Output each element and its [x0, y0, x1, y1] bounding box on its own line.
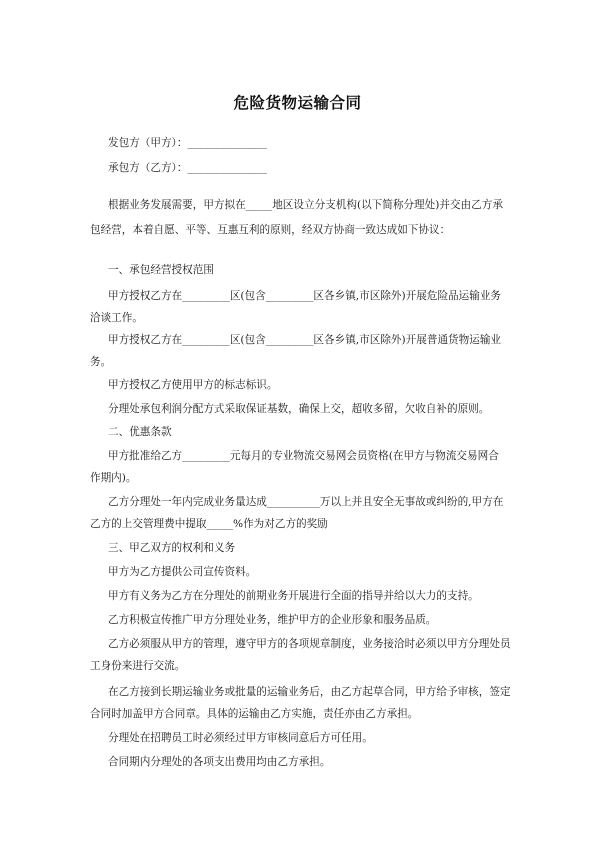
intro-line-1: 根据业务发展需要，甲方拟在_____地区设立分支机构(以下简称分理处)并交由乙方承: [108, 199, 503, 211]
intro-line-2: 包经营，本着自愿、平等、互惠互利的原则，经双方协商一致达成如下协议：: [90, 224, 451, 236]
s3-p5-line-2: 合同时加盖甲方合同章。具体的运输由乙方实施，责任亦由乙方承担。: [90, 708, 419, 720]
s2-p2-line-2: 乙方的上交管理费中提取_____%作为对乙方的奖励: [90, 518, 328, 530]
section-2-heading: 二、优惠条款: [108, 426, 172, 438]
s3-p6: 分理处在招聘员工时必须经过甲方审核同意后方可任用。: [108, 732, 373, 744]
s1-p2-line-1: 甲方授权乙方在_________区(包含_________区各乡镇,市区除外)开展普通货物运输业: [108, 334, 502, 346]
s1-p1-line-1: 甲方授权乙方在_________区(包含_________区各乡镇,市区除外)开展危险品运输业务: [108, 290, 502, 302]
document-title: 危险货物运输合同: [233, 94, 362, 112]
section-3-heading: 三、甲乙双方的权利和义务: [108, 542, 236, 554]
section-1-heading: 一、承包经营授权范围: [108, 264, 214, 276]
s1-p2-line-2: 务。: [90, 356, 112, 368]
s2-p1-line-2: 作期内)。: [90, 472, 137, 484]
s2-p2-line-1: 乙方分理处一年内完成业务量达成__________万以上并且安全无事故或纠纷的,甲方在: [108, 496, 504, 508]
s3-p5-line-1: 在乙方接到长期运输业务或批量的运输业务后，由乙方起草合同，甲方给予审核，签定: [108, 686, 511, 698]
s3-p4-line-2: 工身份来进行交流。: [90, 660, 186, 672]
s1-p4: 分理处承包利润分配方式采取保证基数，确保上交，超收多留，欠收自补的原则。: [108, 403, 490, 415]
s2-p1-line-1: 甲方批准给乙方_________元每月的专业物流交易网会员资格(在甲方与物流交易网合: [108, 450, 499, 462]
s3-p1: 甲方为乙方提供公司宣传资料。: [108, 566, 257, 578]
s1-p1-line-2: 洽谈工作。: [90, 312, 143, 324]
contractor-line: 承包方（乙方）：_______________: [108, 162, 267, 174]
s3-p2: 甲方有义务为乙方在分理处的前期业务开展进行全面的指导并给以大力的支持。: [108, 590, 479, 602]
issuer-line: 发包方（甲方）：_______________: [108, 137, 267, 149]
s1-p3: 甲方授权乙方使用甲方的标志标识。: [108, 379, 278, 391]
s3-p7: 合同期内分理处的各项支出费用均由乙方承担。: [108, 756, 331, 768]
s3-p4-line-1: 乙方必须服从甲方的管理，遵守甲方的各项规章制度，业务接洽时必须以甲方分理处员: [108, 638, 511, 650]
s3-p3: 乙方积极宣传推广甲方分理处业务，维护甲方的企业形象和服务品质。: [108, 614, 437, 626]
